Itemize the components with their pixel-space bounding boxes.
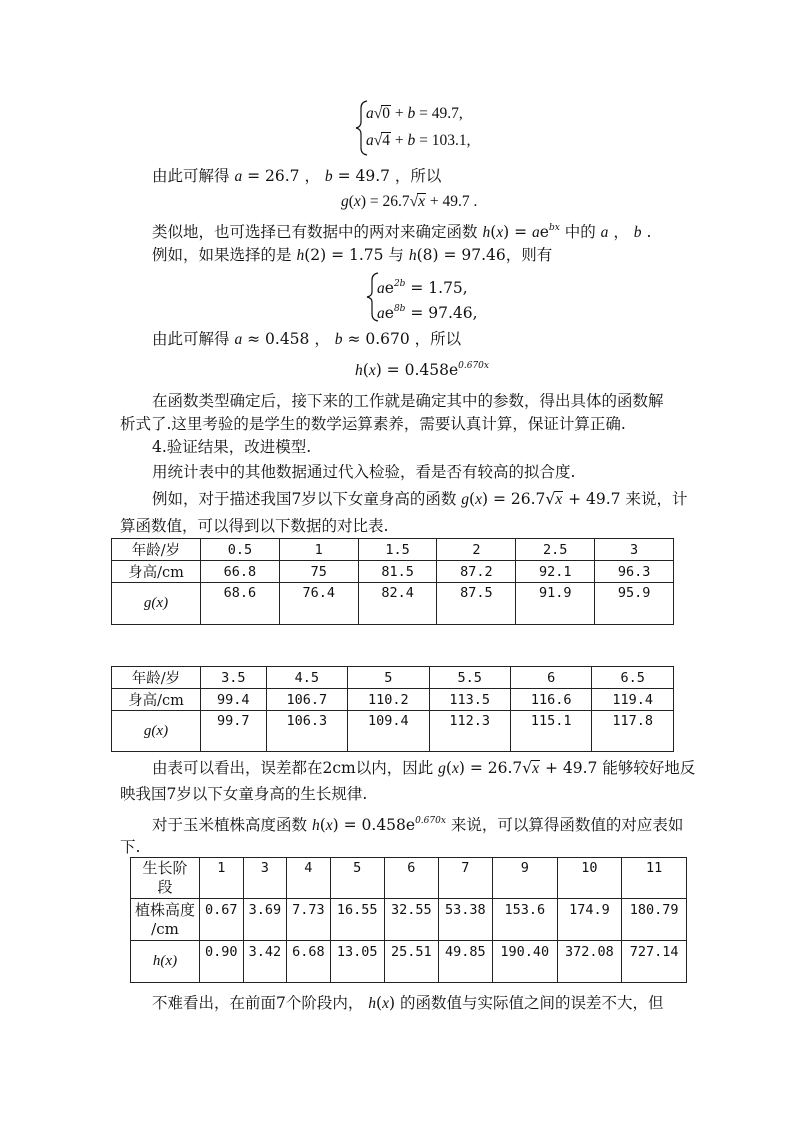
table-cell: 91.9 — [516, 583, 595, 625]
table-cell: 68.6 — [201, 583, 280, 625]
table-cell: 1.5 — [358, 539, 437, 561]
table-cell: 3 — [595, 539, 674, 561]
paragraph-corn-2: 下. — [120, 838, 141, 856]
table-row-height — [112, 561, 674, 583]
table-cell: 76.4 — [279, 583, 358, 625]
row-label-height: 身高/cm — [112, 561, 201, 583]
paragraph-example-g-2: 算函数值，可以得到以下数据的对比表. — [120, 517, 389, 535]
table-cell: 0.67 — [200, 899, 244, 941]
table-cell: 174.9 — [557, 899, 622, 941]
row-label-g: g(x) — [112, 583, 201, 625]
table-cell: 75 — [279, 561, 358, 583]
table-cell: 3 — [243, 858, 287, 899]
table-cell: 119.4 — [592, 689, 674, 711]
table-cell: 2 — [437, 539, 516, 561]
table-cell: 1 — [279, 539, 358, 561]
table-cell: 180.79 — [622, 899, 687, 941]
table-cell: 4 — [287, 858, 331, 899]
table-cell: 117.8 — [592, 711, 674, 752]
table-cell: 95.9 — [595, 583, 674, 625]
table-cell: 4.5 — [266, 667, 347, 689]
formula-g: g(x) = 26.7√x + 49.7 . — [341, 193, 478, 210]
table-cell: 5 — [348, 667, 429, 689]
table-cell: 96.3 — [595, 561, 674, 583]
table-cell: 115.1 — [510, 711, 591, 752]
table-cell: 0.90 — [200, 941, 244, 983]
row-label-plant-height: 植株高度 /cm — [131, 899, 200, 941]
table-row-g — [112, 711, 674, 752]
table-cell: 190.40 — [492, 941, 557, 983]
table-row-age — [112, 539, 674, 561]
table-cell: 9 — [492, 858, 557, 899]
paragraph-params-2: 析式了.这里考验的是学生的数学运算素养，需要认真计算，保证计算正确. — [120, 415, 626, 433]
table-cell: 92.1 — [516, 561, 595, 583]
table-cell: 10 — [557, 858, 622, 899]
table-cell: 6.5 — [592, 667, 674, 689]
paragraph-error-1: 由表可以看出，误差都在2cm以内，因此 g(x) = 26.7√x + 49.7 能够较好地反 — [152, 759, 696, 777]
row-label-g: g(x) — [112, 711, 201, 752]
table-cell: 81.5 — [358, 561, 437, 583]
paragraph-example-g-1: 例如，对于描述我国7岁以下女童身高的函数 g(x) = 26.7√x + 49.7 来说，计 — [152, 490, 688, 508]
table-row-g — [112, 583, 674, 625]
table-cell: 99.4 — [201, 689, 267, 711]
paragraph-solve-1: 由此可解得 a = 26.7 ， b = 49.7 ，所以 — [152, 167, 442, 185]
table-row-plant-height — [131, 899, 687, 941]
table-cell: 6 — [384, 858, 438, 899]
row-label-age: 年龄/岁 — [112, 539, 201, 561]
paragraph-error-2: 映我国7岁以下女童身高的生长规律. — [120, 785, 368, 803]
table-cell: 16.55 — [330, 899, 384, 941]
table-cell: 49.85 — [438, 941, 492, 983]
table-cell: 7.73 — [287, 899, 331, 941]
table-cell: 87.5 — [437, 583, 516, 625]
table-cell: 5 — [330, 858, 384, 899]
table-cell: 106.3 — [266, 711, 347, 752]
table-cell: 2.5 — [516, 539, 595, 561]
table-cell: 153.6 — [492, 899, 557, 941]
table-cell: 110.2 — [348, 689, 429, 711]
paragraph-example-choice: 例如，如果选择的是 h(2) = 1.75 与 h(8) = 97.46，则有 — [152, 246, 553, 264]
table-corn-height — [130, 857, 687, 983]
table-cell: 112.3 — [429, 711, 510, 752]
table-cell: 1 — [200, 858, 244, 899]
table-girl-height-2 — [111, 666, 674, 752]
row-label-height: 身高/cm — [112, 689, 201, 711]
table-cell: 13.05 — [330, 941, 384, 983]
system1-eq2: a√4 + b = 103.1, — [366, 132, 471, 149]
table-cell: 7 — [438, 858, 492, 899]
table-cell: 6 — [510, 667, 591, 689]
table-cell: 3.5 — [201, 667, 267, 689]
row-label-h: h(x) — [131, 941, 200, 983]
table-cell: 116.6 — [510, 689, 591, 711]
table-cell: 25.51 — [384, 941, 438, 983]
formula-h: $h(x) = 0.458e^{0.670x}$ — [355, 361, 489, 379]
table-cell: 727.14 — [622, 941, 687, 983]
table-cell: 113.5 — [429, 689, 510, 711]
paragraph-solve-2: 由此可解得 a ≈ 0.458 ， b ≈ 0.670 ，所以 — [152, 330, 462, 348]
table-cell: 99.7 — [201, 711, 267, 752]
table-row-height — [112, 689, 674, 711]
system2-eq1: $ae^{2b} = 1.75$, — [377, 279, 468, 297]
table-row-age — [112, 667, 674, 689]
system1-eq1: a√0 + b = 49.7, — [366, 105, 463, 122]
paragraph-substitute: 用统计表中的其他数据通过代入检验，看是否有较高的拟合度. — [152, 463, 576, 481]
table-cell: 66.8 — [201, 561, 280, 583]
paragraph-corn-1: 对于玉米植株高度函数 $h(x) = 0.458e^{0.670x}$ 来说，可以算得函数值的对应表如 — [152, 816, 684, 834]
table-row-stage — [131, 858, 687, 899]
table-row-h — [131, 941, 687, 983]
table-cell: 53.38 — [438, 899, 492, 941]
paragraph-conclusion: 不难看出，在前面7个阶段内， h(x) 的函数值与实际值之间的误差不大，但 — [152, 994, 664, 1012]
table-cell: 372.08 — [557, 941, 622, 983]
table-cell: 5.5 — [429, 667, 510, 689]
table-cell: 87.2 — [437, 561, 516, 583]
table-cell: 6.68 — [287, 941, 331, 983]
paragraph-similarly: 类似地，也可选择已有数据中的两对来确定函数 $h(x) = ae^{bx}$ 中的 a ， b . — [152, 223, 652, 241]
table-cell: 3.69 — [243, 899, 287, 941]
table-cell: 11 — [622, 858, 687, 899]
row-label-stage: 生长阶 段 — [131, 858, 200, 899]
table-cell: 32.55 — [384, 899, 438, 941]
row-label-age: 年龄/岁 — [112, 667, 201, 689]
paragraph-params-1: 在函数类型确定后，接下来的工作就是确定其中的参数，得出具体的函数解 — [152, 392, 664, 410]
table-cell: 82.4 — [358, 583, 437, 625]
system2-eq2: $ae^{8b} = 97.46$, — [377, 304, 478, 322]
table-cell: 0.5 — [201, 539, 280, 561]
step-4-heading: 4.验证结果，改进模型. — [152, 438, 312, 456]
table-girl-height-1 — [111, 538, 674, 625]
table-cell: 109.4 — [348, 711, 429, 752]
table-cell: 3.42 — [243, 941, 287, 983]
table-cell: 106.7 — [266, 689, 347, 711]
